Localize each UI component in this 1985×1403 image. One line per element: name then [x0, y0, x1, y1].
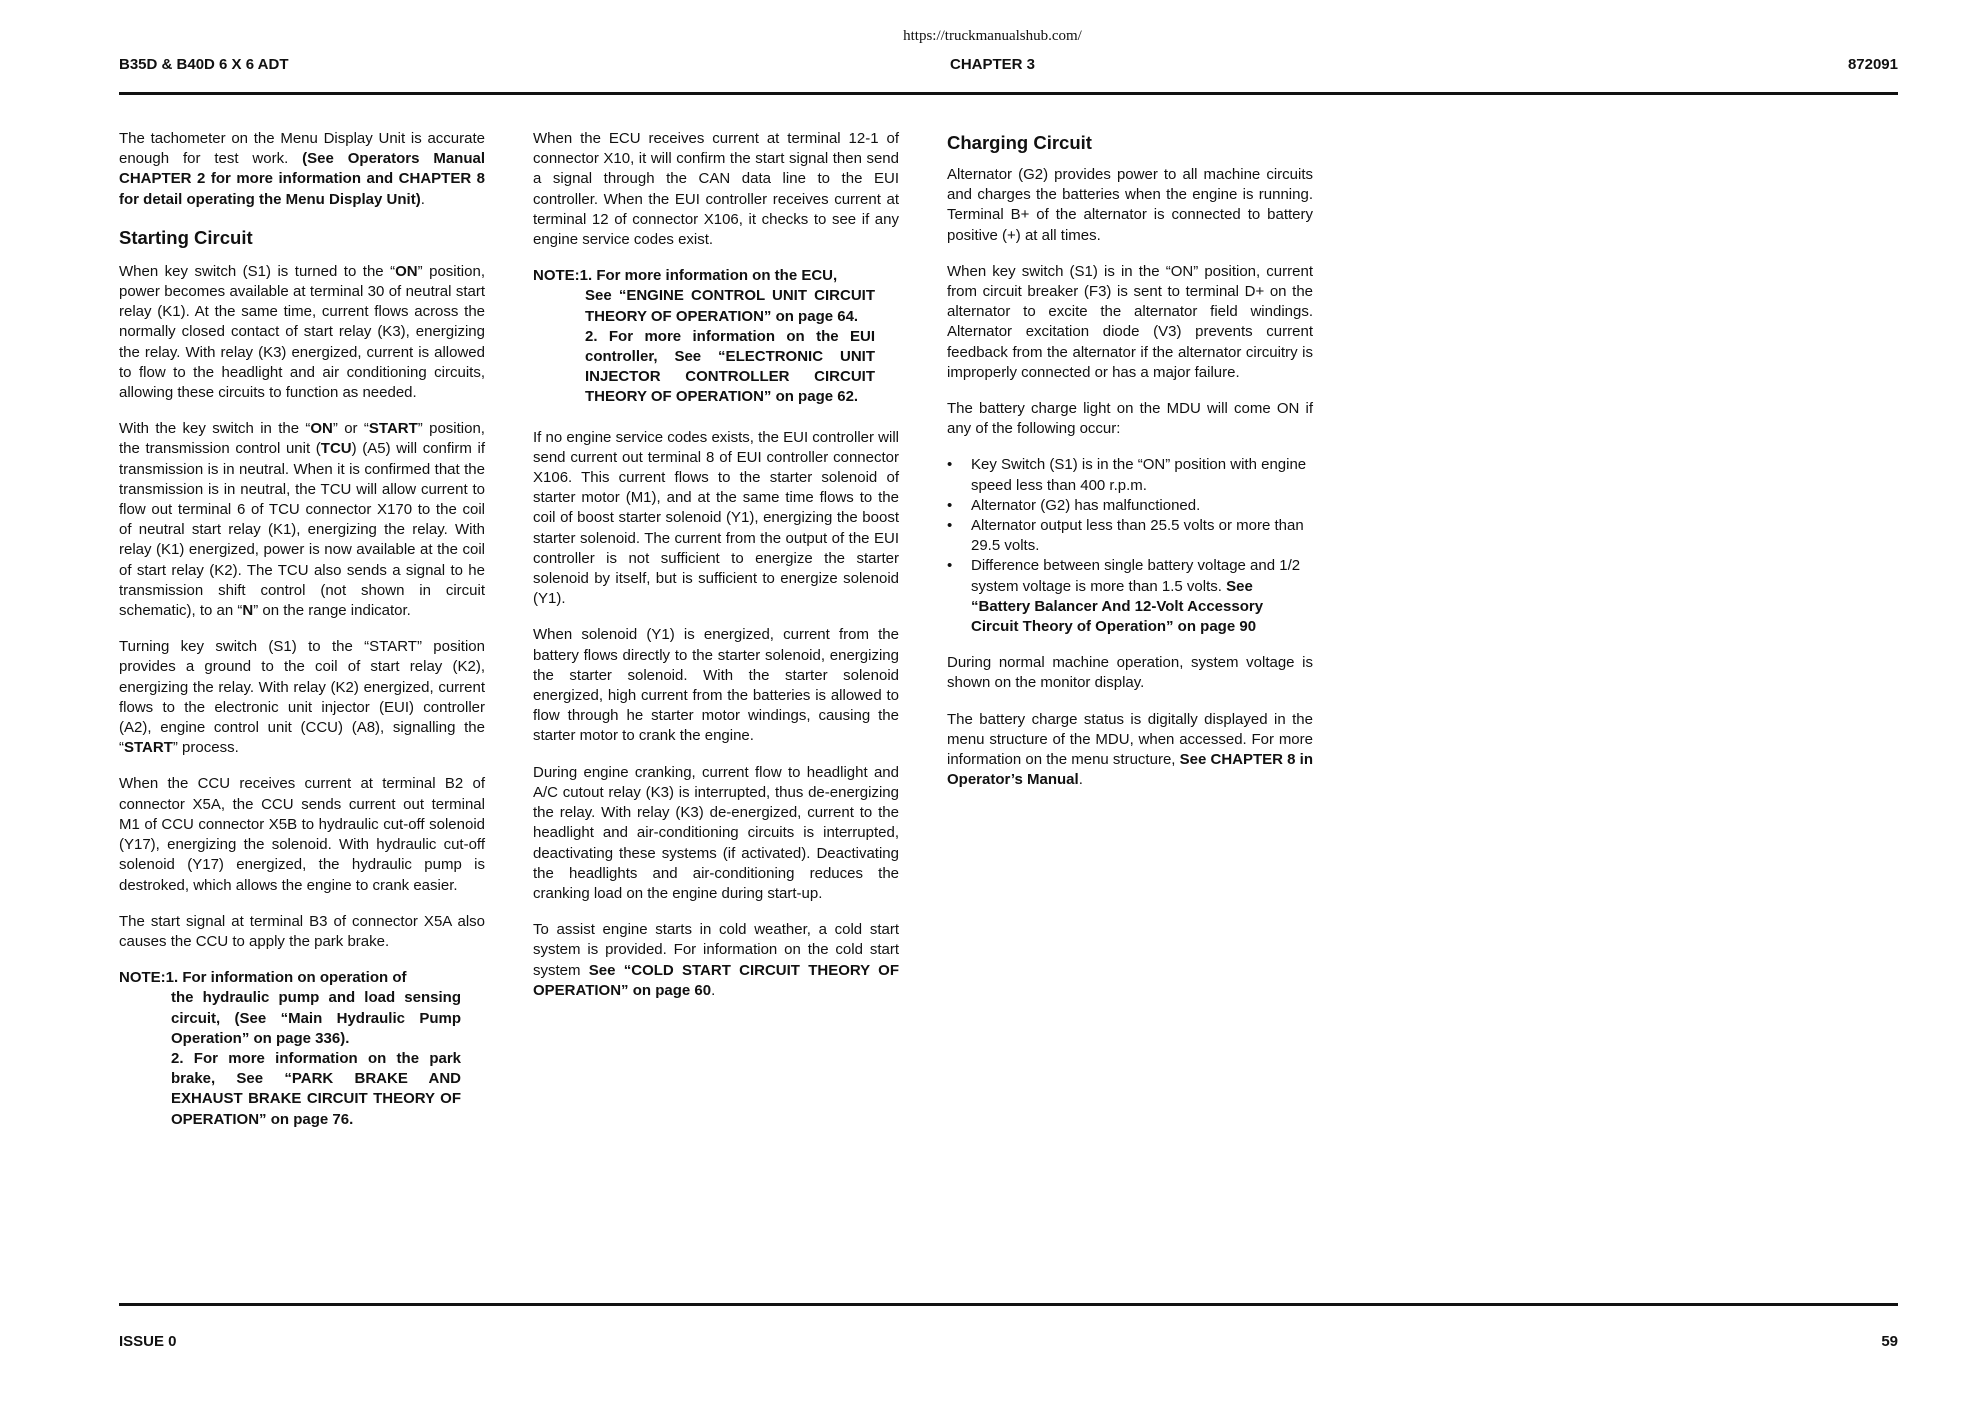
emphasis: START: [124, 739, 173, 757]
paragraph: [533, 920, 899, 1001]
text: When key switch (S1) is turned to the “: [119, 262, 396, 280]
text: Turning key switch (S1) to the “START” position provides a ground to the coil of start relay (K2), energizing the relay. With relay (K2) energized, current flows to the electronic unit injector (EUI) controller (A2), engine control unit (CCU) (A8), signalling the “: [119, 638, 485, 757]
paragraph: The battery charge light on the MDU will come ON if any of the following occur:: [947, 400, 1313, 438]
note-item: 2. For more information on the park brake, See “PARK BRAKE AND EXHAUST BRAKE CIRCUIT THEORY OF OPERATION” on page 76.: [171, 1049, 461, 1128]
paragraph: During normal machine operation, system voltage is shown on the monitor display.: [947, 654, 1313, 692]
text: .: [711, 981, 716, 999]
bullet-icon: •: [947, 456, 953, 474]
section-heading-charging-circuit: Charging Circuit: [947, 132, 1092, 153]
paragraph: Alternator (G2) provides power to all machine circuits and charges the batteries when the engine is running. Terminal B+ of the alternator is connected to battery positive (+) at all times.: [947, 166, 1313, 244]
note-item: 1. For information on operation of: [165, 969, 407, 987]
list-item: [947, 516, 1313, 556]
text: ” or “: [332, 420, 369, 438]
emphasis: ON: [310, 420, 333, 438]
bullet-icon: •: [947, 496, 953, 514]
section-heading-starting-circuit: Starting Circuit: [119, 226, 253, 248]
text: The battery charge status is digitally displayed in the menu structure of the MDU, when accessed. For more information on the menu structure,: [947, 710, 1313, 769]
text: ” position, the transmission control unit (: [119, 420, 485, 458]
bullet-icon: •: [947, 517, 953, 535]
paragraph: During engine cranking, current flow to headlight and A/C cutout relay (K3) is interrupted, thus de-energizing the relay. With relay (K3) de-energized, current to the headlight and air-conditioning circuits is interrupted, deactivating these systems (if activated). Deactivating the headlights and air-conditioning reduces the cranking load on the engine during start-up.: [533, 763, 899, 902]
list-item-text: Alternator output less than 25.5 volts or more than 29.5 volts.: [971, 517, 1304, 555]
paragraph: [119, 419, 485, 621]
column-right: [947, 129, 1313, 806]
note-block: [533, 266, 875, 407]
list-item-text: Difference between single battery voltage and 1/2 system voltage is more than 1.5 volts.: [971, 557, 1301, 595]
page-number: 59: [1881, 1333, 1898, 1350]
paragraph: The start signal at terminal B3 of connector X5A also causes the CCU to apply the park brake.: [119, 912, 485, 950]
note-block: [119, 968, 461, 1130]
condition-list: [947, 455, 1313, 637]
header-doc-number: 872091: [1847, 56, 1898, 73]
text: .: [420, 190, 425, 208]
note-item: 2. For more information on the EUI controller, See “ELECTRONIC UNIT INJECTOR CONTROLLER CIRCUIT THEORY OF OPERATION” on page 62.: [585, 327, 875, 406]
text: The tachometer on the Menu Display Unit is accurate enough for test work.: [119, 130, 485, 168]
emphasis: N: [242, 602, 254, 620]
emphasis: TCU: [320, 440, 352, 458]
text: .: [1078, 771, 1083, 789]
text: ) (A5) will confirm if transmission is in neutral. When it is confirmed that the transmission is in neutral, the TCU will allow current to flow out terminal 6 of TCU connector X170 to the coil of neutral start relay (K1), energizing the relay. With relay (K1) energized, power is now available at the coil of start relay (K2). The TCU also sends a signal to he transmission shift control (not shown in circuit schematic), to an “: [119, 440, 485, 620]
intro-paragraph: [119, 129, 485, 210]
paragraph: When the ECU receives current at terminal 12-1 of connector X10, it will confirm the start signal then send a signal through the CAN data line to the EUI controller. When the EUI controller receives current at terminal 12 of connector X106, it checks to see if any engine service codes exist.: [533, 130, 899, 249]
reference: See “COLD START CIRCUIT THEORY OF OPERATION” on page 60: [533, 961, 899, 999]
list-item: [947, 556, 1313, 637]
note-label: NOTE:: [119, 969, 166, 987]
list-item-text: Alternator (G2) has malfunctioned.: [971, 496, 1201, 514]
paragraph: [947, 710, 1313, 791]
bullet-icon: •: [947, 557, 953, 575]
paragraph: [119, 262, 485, 403]
note-label: NOTE:: [533, 267, 580, 285]
header-rule: [119, 92, 1898, 95]
paragraph: [119, 637, 485, 758]
emphasis: ON: [395, 262, 418, 280]
text: ” process.: [172, 739, 239, 757]
paragraph: If no engine service codes exists, the EUI controller will send current out terminal 8 of EUI controller connector X106. This current flows to the starter solenoid of starter motor (M1), and at the same time flows to the coil of boost starter solenoid (Y1), energizing the boost starter solenoid. The current from the output of the EUI controller is not sufficient to energize the starter solenoid by itself, but is sufficient to energize solenoid (Y1).: [533, 428, 899, 608]
reference: See “Battery Balancer And 12-Volt Accessory Circuit Theory of Operation” on page 90: [971, 577, 1264, 636]
emphasis: START: [368, 420, 418, 438]
text: ” position, power becomes available at terminal 30 of neutral start relay (K1). At the same time, current flows across the normally closed contact of start relay (K3), energizing the relay. With relay (K3) energized, current is allowed to flow to the headlight and air conditioning circuits, allowing these circuits to function as needed.: [119, 262, 485, 402]
reference: (See Operators Manual CHAPTER 2 for more information and CHAPTER 8 for detail operating the Menu Display Unit): [119, 150, 485, 208]
text: With the key switch in the “: [119, 420, 311, 438]
header-chapter: CHAPTER 3: [949, 56, 1035, 73]
text: ” on the range indicator.: [253, 602, 411, 620]
reference: See CHAPTER 8 in Operator’s Manual: [947, 751, 1313, 789]
list-item: [947, 455, 1313, 495]
paragraph: When solenoid (Y1) is energized, current from the battery flows directly to the starter solenoid, energizing the starter solenoid. With the starter solenoid energized, high current from the batteries is allowed to flow through he starter motor windings, causing the starter motor to crank the engine.: [533, 626, 899, 745]
source-url[interactable]: https://truckmanualshub.com/: [903, 28, 1082, 44]
column-left: [119, 129, 485, 1150]
paragraph: When key switch (S1) is in the “ON” position, current from circuit breaker (F3) is sent to terminal D+ on the alternator to excite the alternator field windings. Alternator excitation diode (V3) prevents current feedback from the alternator if the alternator circuitry is improperly connected or has a major failure.: [947, 262, 1313, 381]
header-model: B35D & B40D 6 X 6 ADT: [119, 56, 289, 73]
note-item: 1. For more information on the ECU,: [579, 267, 838, 285]
list-item: [947, 496, 1313, 516]
footer-rule: [119, 1303, 1898, 1306]
list-item-text: Key Switch (S1) is in the “ON” position with engine speed less than 400 r.p.m.: [971, 456, 1307, 494]
column-middle: [533, 129, 899, 1017]
note-item-continued: See “ENGINE CONTROL UNIT CIRCUIT THEORY OF OPERATION” on page 64.: [585, 287, 875, 325]
paragraph: When the CCU receives current at terminal B2 of connector X5A, the CCU sends current out terminal M1 of CCU connector X5B to hydraulic cut-off solenoid (Y17), energizing the solenoid. With hydraulic cut-off solenoid (Y17) energized, the hydraulic pump is destroked, which allows the engine to crank easier.: [119, 775, 485, 894]
footer-issue: ISSUE 0: [119, 1333, 177, 1350]
text: To assist engine starts in cold weather, a cold start system is provided. For information on the cold start system: [533, 921, 899, 979]
note-item-continued: the hydraulic pump and load sensing circuit, (See “Main Hydraulic Pump Operation” on page 336).: [171, 989, 461, 1047]
